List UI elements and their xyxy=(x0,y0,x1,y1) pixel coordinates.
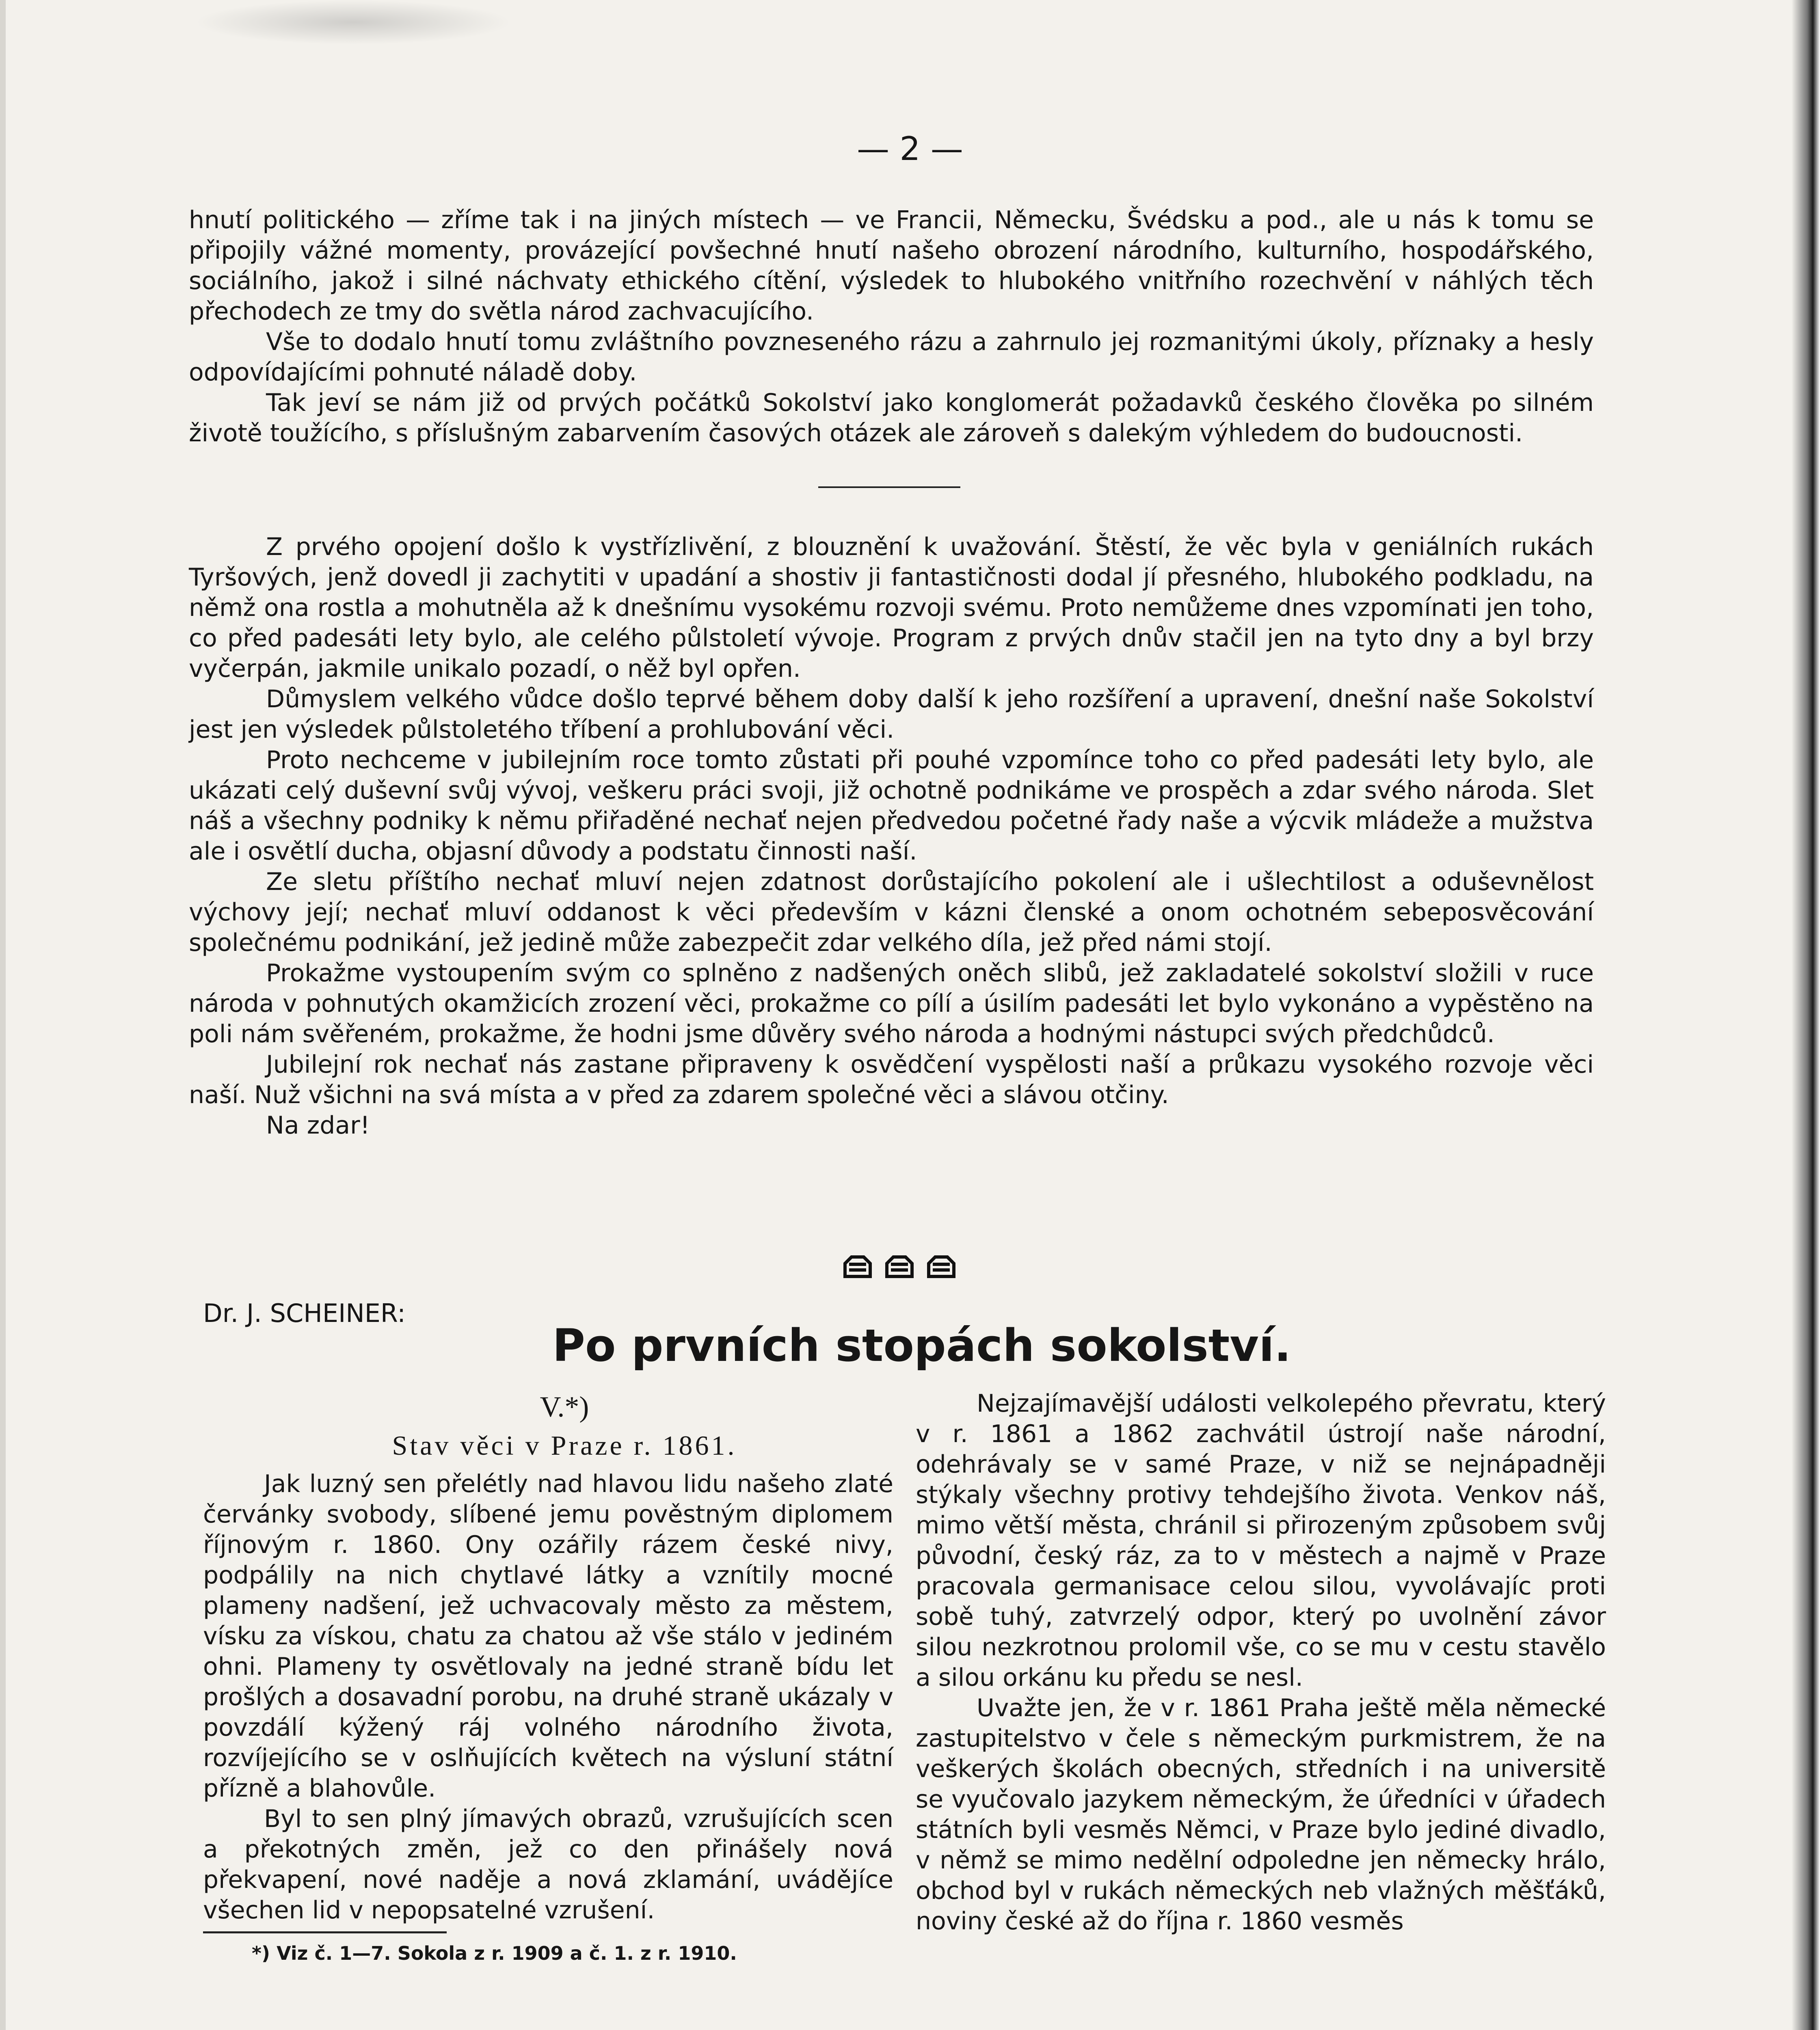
right-column-text xyxy=(916,1389,1606,1937)
column-paragraph: Byl to sen plný jímavých obrazů, vzrušujících scen a překotných změn, jež co den přinášely nová překvapení, nové naděje a nová zklamání, uvádějíce všechen lid v nepopsatelné vzrušení. xyxy=(203,1805,893,1924)
main-text xyxy=(189,532,1594,1141)
right-column xyxy=(916,1389,1606,1937)
scan-left-edge xyxy=(0,0,6,2030)
ornament-icon xyxy=(843,1255,873,1278)
intro-paragraph: Vše to dodalo hnutí tomu zvláštního povzneseného rázu a zahrnulo jej rozmanitými úkoly, příznaky a hesly odpovídajícími pohnuté náladě doby. xyxy=(189,328,1594,387)
scan-right-edge xyxy=(1792,0,1820,2030)
main-paragraph: Z prvého opojení došlo k vystřízlivění, z blouznění k uvažování. Štěstí, že věc byla v geniálních rukách Tyršových, jenž dovedl ji zachytiti v upadání a shostiv ji fantastičnosti dodal jí přesného, hlubokého podkladu, na němž ona rostla a mohutněla až k dnešnímu vysokému rozvoji svému. Proto nemůžeme dnes vzpomínati jen toho, co před padesáti lety bylo, ale celého půlstoletí vývoje. Program z prvých dnův stačil jen na tyto dny a byl brzy vyčerpán, jakmile unikalo pozadí, o něž byl opřen. xyxy=(189,533,1594,683)
ornament-icon xyxy=(926,1255,956,1278)
intro-text xyxy=(189,205,1594,449)
column-paragraph: Uvažte jen, že v r. 1861 Praha ještě měla německé zastupitelstvo v čele s německým purkmistrem, že na veškerých školách obecných, středních i na universitě se vyučovalo jazykem německým, že úředníci v úřadech státních byli vesměs Němci, v Praze bylo jediné divadlo, v němž se mimo nedělní odpoledne jen německy hrálo, obchod byl v rukách německých neb vlažných měšťáků, noviny české až do října r. 1860 vesměs xyxy=(916,1694,1606,1935)
main-paragraph: Ze sletu příštího nechať mluví nejen zdatnost dorůstajícího pokolení ale i ušlechtilost a oduševnělost výchovy její; nechať mluví oddanost k věci především v kázni členské a onom ochotném sebeposvěcování společnému podnikání, jež jedině může zabezpečit zdar velkého díla, jež před námi stojí. xyxy=(189,868,1594,957)
main-paragraph: Jubilejní rok nechať nás zastane připraveny k osvědčení vyspělosti naší a průkazu vysokého rozvoje věci naší. Nuž všichni na svá místa a v před za zdarem společné věci a slávou otčiny. xyxy=(189,1050,1594,1109)
main-paragraph: Prokažme vystoupením svým co splněno z nadšených oněch slibů, jež zakladatelé sokolství složili v ruce národa v pohnutých okamžicích zrození věci, prokažme co pílí a úsilím padesáti let bylo vykonáno a vypěstěno na poli nám svěřeném, prokažme, že hodni jsme důvěry svého národa a hodnými nástupci svých předchůdců. xyxy=(189,959,1594,1048)
ornament-icon xyxy=(884,1255,914,1278)
section-title: Stav věci v Praze r. 1861. xyxy=(392,1430,737,1461)
intro-paragraph: Tak jeví se nám již od prvých počátků Sokolství jako konglomerát požadavků českého člověka po silném životě toužícího, s příslušným zabarvením časových otázek ale zároveň s dalekým výhledem do budoucnosti. xyxy=(189,389,1594,447)
section-divider xyxy=(818,486,960,488)
footnote: *) Viz č. 1—7. Sokola z r. 1909 a č. 1. z r. 1910. xyxy=(252,1942,737,1964)
main-paragraph: Důmyslem velkého vůdce došlo teprvé během doby další k jeho rozšíření a upravení, dnešní naše Sokolství jest jen výsledek půlstoletého tříbení a prohlubování věci. xyxy=(189,685,1594,744)
main-paragraph: Proto nechceme v jubilejním roce tomto zůstati při pouhé vzpomínce toho co před padesáti lety bylo, ale ukázati celý duševní svůj vývoj, veškeru práci svoji, již ochotně podnikáme ve prospěch a zdar svého národa. Slet náš a všechny podniky k němu přiřaděné nechať nejen předvedou početné řady naše a výcvik mládeže a mužstva ale i osvětlí ducha, objasní důvody a podstatu činnosti naší. xyxy=(189,746,1594,866)
intro-paragraph: hnutí politického — zříme tak i na jiných místech — ve Francii, Německu, Švédsku a pod., ale u nás k tomu se připojily vážné momenty, provázející povšechné hnutí našeho obrození národního, kulturního, hospodářského, sociálního, jakož i silné náchvaty ethického cítění, výsledek to hlubokého vnitřního rozechvění v náhlých těch přechodech ze tmy do světla národ zachvacujícího. xyxy=(189,206,1594,326)
left-column xyxy=(203,1389,893,1964)
closing-salute: Na zdar! xyxy=(266,1111,370,1140)
left-column-text xyxy=(203,1469,893,1926)
column-paragraph: Jak luzný sen přelétly nad hlavou lidu našeho zlaté červánky svobody, slíbené jemu pověstným diplomem říjnovým r. 1860. Ony ozářily rázem české nivy, podpálily na nich chytlavé látky a vznítily mocné plameny nadšení, jež uchvacovaly město za městem, vísku za vískou, chatu za chatou až vše stálo v jediném ohni. Plameny ty osvětlovaly na jedné straně bídu let prošlých a dosavadní porobu, na druhé straně ukázaly v povzdálí kýžený ráj volného národního života, rozvíjejícího se v oslňujících květech na výsluní státní přízně a blahovůle. xyxy=(203,1470,893,1803)
article-title: Po prvních stopách sokolství. xyxy=(552,1320,1291,1371)
scan-smudge xyxy=(195,0,512,45)
ornament-divider xyxy=(843,1255,956,1279)
page-number: — 2 — xyxy=(857,130,963,168)
section-number: V.*) xyxy=(540,1391,589,1423)
column-paragraph: Nejzajímavější události velkolepého převratu, který v r. 1861 a 1862 zachvátil ústrojí naše národní, odehrávaly se v samé Praze, v niž se nejnápadněji stýkaly všechny protivy tehdejšího života. Venkov náš, mimo větší města, chránil si přirozeným způsobem svůj původní, český ráz, za to v městech a najmě v Praze pracovala germanisace celou silou, vyvolávajíc proti sobě tuhý, zatvrzelý odpor, který po uvolnění závor silou nezkrotnou prolomil vše, co se mu v cestu stavělo a silou orkánu ku předu se nesl. xyxy=(916,1389,1606,1692)
footnote-rule xyxy=(203,1931,447,1933)
article-author: Dr. J. SCHEINER: xyxy=(203,1298,406,1328)
